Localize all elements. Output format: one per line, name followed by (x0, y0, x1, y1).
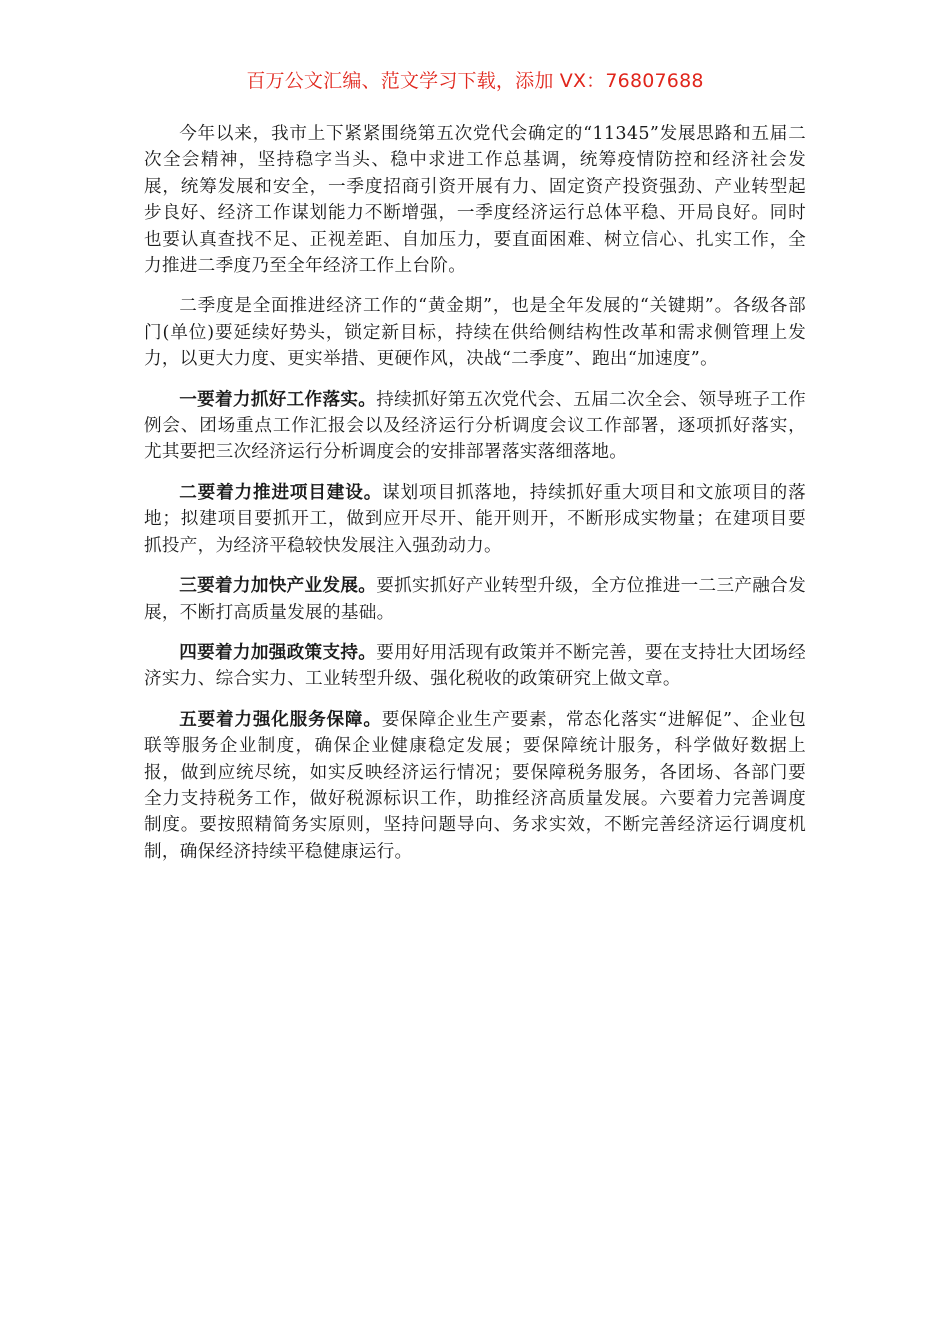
item-5-text: 要保障企业生产要素，常态化落实“进解促”、企业包联等服务企业制度，确保企业健康稳定发展；要保障统计服务，科学做好数据上报，做到应统尽统，如实反映经济运行情况；要保障税务服务，各团场、各部门要全力支持税务工作，做好税源标识工作，助推经济高质量发展。六要着力完善调度制度。要按照精简务实原则，坚持问题导向、务求实效，不断完善经济运行调度机制，确保经济持续平稳健康运行。 (144, 709, 806, 862)
item-1-text: 持续抓好第五次党代会、五届二次全会、领导班子工作例会、团场重点工作汇报会以及经济运行分析调度会议工作部署，逐项抓好落实，尤其要把三次经济运行分析调度会的安排部署落实落细落地。 (144, 389, 806, 463)
item-4-heading: 四要着力加强政策支持。 (179, 642, 377, 663)
item-5-heading: 五要着力强化服务保障。 (179, 709, 382, 730)
item-3-text: 要抓实抓好产业转型升级，全方位推进一二三产融合发展，不断打高质量发展的基础。 (144, 576, 806, 623)
item-2-text: 谋划项目抓落地，持续抓好重大项目和文旅项目的落地；拟建项目要抓开工，做到应开尽开、能开则开，不断形成实物量；在建项目要抓投产，为经济平稳较快发展注入强劲动力。 (144, 482, 806, 556)
header-banner: 百万公文汇编、范文学习下载，添加 VX：76807688 (246, 70, 704, 92)
paragraph-item-3 (144, 573, 806, 626)
paragraph-second-quarter: 二季度是全面推进经济工作的“黄金期”，也是全年发展的“关键期”。各级各部门(单位)要延续好势头，锁定新目标，持续在供给侧结构性改革和需求侧管理上发力，以更大力度、更实举措、更硬作风，决战“二季度”、跑出“加速度”。 (144, 296, 806, 370)
paragraph-item-5 (144, 707, 806, 865)
document-body (144, 121, 806, 865)
item-3-heading: 三要着力加快产业发展。 (179, 576, 377, 597)
item-2-heading: 二要着力推进项目建设。 (179, 482, 383, 503)
paragraph-item-2 (144, 480, 806, 559)
paragraph-item-1 (144, 387, 806, 466)
item-1-heading: 一要着力抓好工作落实。 (179, 389, 377, 410)
paragraph-intro: 今年以来，我市上下紧紧围绕第五次党代会确定的“11345”发展思路和五届二次全会精神，坚持稳字当头、稳中求进工作总基调，统筹疫情防控和经济社会发展，统筹发展和安全，一季度招商引资开展有力、固定资产投资强劲、产业转型起步良好、经济工作谋划能力不断增强，一季度经济运行总体平稳、开局良好。同时也要认真查找不足、正视差距、自加压力，要直面困难、树立信心、扎实工作，全力推进二季度乃至全年经济工作上台阶。 (144, 124, 806, 277)
paragraph-item-4 (144, 640, 806, 693)
item-4-text: 要用好用活现有政策并不断完善，要在支持壮大团场经济实力、综合实力、工业转型升级、强化税收的政策研究上做文章。 (144, 642, 806, 690)
